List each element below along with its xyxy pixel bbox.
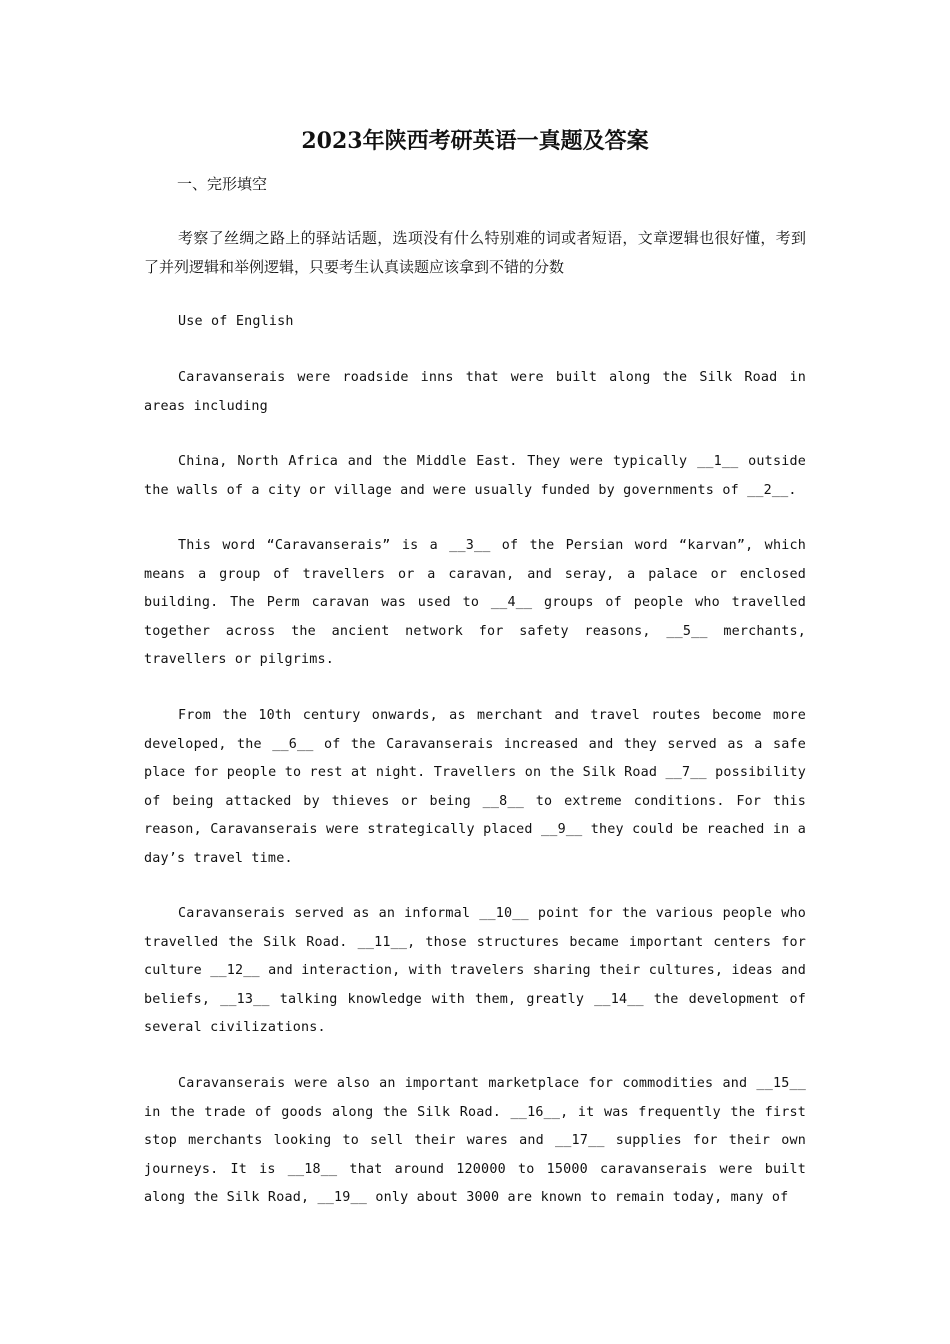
paragraph-3: This word “Caravanserais” is a __3__ of the Persian word “karvan”, which means a group of travellers or a caravan, and seray, a palace or enclosed building. The Perm caravan was used to __4__ groups of people who travelled together across the ancient network for safety reasons, __5__ merchants, travellers or pilgrims.	[144, 538, 806, 668]
paragraph-1: Caravanserais were roadside inns that were built along the Silk Road in areas including	[144, 370, 806, 414]
intro-paragraph: 考察了丝绸之路上的驿站话题，选项没有什么特别难的词或者短语，文章逻辑也很好懂，考到了并列逻辑和举例逻辑，只要考生认真读题应该拿到不错的分数	[144, 229, 806, 276]
paragraph-4: From the 10th century onwards, as merchant and travel routes become more developed, the __6__ of the Caravanserais increased and they served as a safe place for people to rest at night. Travellers on the Silk Road __7__ possibility of being attacked by thieves or being __8__ to extreme conditions. For this reason, Caravanserais were strategically placed __9__ they could be reached in a day’s travel time.	[144, 708, 806, 866]
document-title: 2023年陕西考研英语一真题及答案	[301, 128, 649, 154]
paragraph-5: Caravanserais served as an informal __10__ point for the various people who travelled the Silk Road. __11__, those structures became important centers for culture __12__ and interaction, with travelers sharing their cultures, ideas and beliefs, __13__ talking knowledge with them, greatly __14__ the development of several civilizations.	[144, 906, 806, 1036]
part-label: Use of English	[178, 314, 294, 329]
paragraph-6: Caravanserais were also an important marketplace for commodities and __15__ in the trade of goods along the Silk Road. __16__, it was frequently the first stop merchants looking to sell their wares and __17__ supplies for their own journeys. It is __18__ that around 120000 to 15000 caravanserais were built along the Silk Road, __19__ only about 3000 are known to remain today, many of	[144, 1076, 806, 1206]
paragraph-2: China, North Africa and the Middle East. They were typically __1__ outside the walls of a city or village and were usually funded by governments of __2__.	[144, 454, 806, 498]
section-heading: 一、完形填空	[177, 175, 268, 193]
